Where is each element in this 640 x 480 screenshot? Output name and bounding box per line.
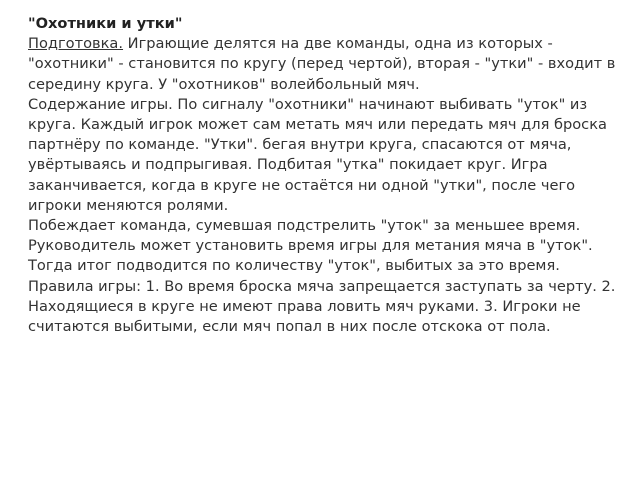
content-paragraph: Содержание игры. По сигналу "охотники" начинают выбивать "уток" из круга. Каждый игрок может сам метать мяч или передать мяч для броска партнёру по команде. "Утки". бегая внутри круга, спасаются от мяча, увёртываясь и подпрыгивая. Подбитая "утка" покидает круг. Игра заканчивается, когда в круге не остаётся ни одной "утки", после чего игроки меняются ролями.	[28, 95, 607, 214]
document-title: "Охотники и утки"	[28, 15, 183, 32]
rules-paragraph: Правила игры: 1. Во время броска мяча запрещается заступать за черту. 2. Находящиеся в круге не имеют права ловить мяч руками. 3. Игроки не считаются выбитыми, если мяч попал в них после отскока от пола.	[28, 277, 616, 336]
preparation-paragraph	[28, 34, 628, 95]
preparation-text: Играющие делятся на две команды, одна из которых - "охотники" - становится по кругу (перед чертой), вторая - "утки" - входит в середину круга. У "охотников" волейбольный мяч.	[28, 35, 616, 93]
preparation-label: Подготовка.	[28, 35, 124, 53]
winner-paragraph: Побеждает команда, сумевшая подстрелить "уток" за меньшее время. Руководитель может установить время игры для метания мяча в "уток". Тогда итог подводится по количеству "уток", выбитых за это время.	[28, 217, 593, 275]
